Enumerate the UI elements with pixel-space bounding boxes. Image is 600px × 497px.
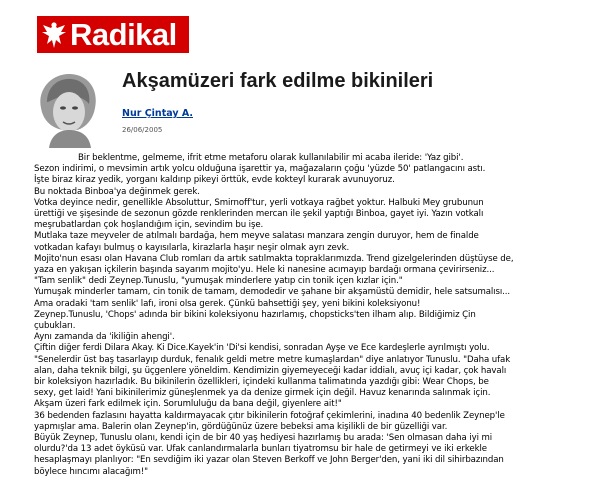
body-line: Zeynep.Tunuslu, 'Chops' adında bir bikini koleksiyonu hazırlamış, chopsticks'ten ilham alıp. Bildiğimiz Çin	[34, 309, 476, 320]
eagle-icon	[41, 20, 67, 50]
body-line: Yumuşak minderler tamam, cin tonik de tamam, demodedir ve şahane bir akşamüstü demidir, hele satsumalısı...	[34, 287, 511, 298]
body-line: Sezon indirimi, o mevsimin artık yolcu olduğuna işarettir ya, mağazaların çoğu 'yüzde 50' patlangacını astı.	[34, 164, 486, 175]
body-line: İşte biraz kiraz yedik, yorganı kaldırıp pikeyi örttük, evde kokteyl kurarak avunuyoruz.	[34, 175, 395, 186]
author-link[interactable]: Nur Çintay A.	[122, 108, 193, 119]
body-line: votkadan kafayı bulmuş o kayısılarla, kirazlarla haşır neşir olmak ayrı zevk.	[34, 242, 350, 253]
body-line: "Tam senlik" dedi Zeynep.Tunuslu, "yumuşak minderlere yatıp cin tonik içen kızlar için."	[34, 276, 403, 287]
body-line: yaza en yakışan içkilerin başında sayarım mojito'yu. Hele ki nanesine acımayıp bardağı ormana çevirirseniz...	[34, 265, 495, 276]
body-line: böylece hıncımı alacağım!"	[34, 466, 149, 477]
body-line: alan, daha teknik bilgi, şu üçgenlere yöneldim. Kendimizin giyemeyeceği kadar iddialı, avuç içi kadar, çok havalı	[34, 365, 507, 376]
body-line: bir koleksiyon hazırladık. Bu bikinilerin özellikleri, içindeki kullanma talimatında yazdığı gibi: Wear Chops, be	[34, 377, 489, 388]
body-line: Ama oradaki 'tam senlik' lafı, ironi olsa gerek. Çünkü bahsettiği şey, yeni bikini koleksiyonu!	[34, 298, 421, 309]
body-line: Çiftin diğer ferdi Dilara Akay. Ki Dice.Kayek'in 'Di'si kendisi, sonradan Ayşe ve Ece kardeşlerle ayrılmıştı yolu.	[34, 343, 490, 354]
body-line: Büyük Zeynep, Tunuslu olanı, kendi için de bir 40 yaş hediyesi hazırlamış bu arada: 'Sen olmasan daha iyi mi	[34, 433, 493, 444]
publish-date: 26/06/2005	[122, 126, 163, 134]
body-line: Mutlaka taze meyveler de atılmalı bardağa, hem meyve salatası manzara zengin duruyor, hem de finalde	[34, 231, 479, 242]
article-title: Akşamüzeri fark edilme bikinileri	[122, 70, 434, 92]
body-line: ürettiği ve şişesinde de sezonun gözde renklerinden mercan ile şekil yaptığı Binboa, gayet iyi. Yazın votkalı	[34, 209, 484, 220]
brand-name: Radikal	[70, 17, 177, 52]
body-line: Akşam üzeri fark edilmek için. Sorumluluğu da bana değil, giyenlere ait!"	[34, 399, 342, 410]
body-line: çubukları.	[34, 321, 76, 332]
body-line: Bu noktada Binboa'ya değinmek gerek.	[34, 186, 200, 197]
article-body	[34, 153, 599, 478]
body-line: yapmışlar ama. Balerin olan Zeynep'in, gördüğünüz üzere bebeksi ama kişilikli de bir güzelliği var.	[34, 421, 448, 432]
body-line: 36 bedenden fazlasını hayatta kaldırmayacak çıtır bikinilerin fotoğraf çekimlerini, inadına 40 bedenlik Zeynep'le	[34, 410, 505, 421]
body-line: Aynı zamanda da 'ikiliğin ahengi'.	[34, 332, 175, 343]
body-line: "Senelerdir üst baş tasarlayıp durduk, fenalık geldi metre metre kumaşlardan" diye anlatıyor Tunuslu. "Daha ufak	[34, 354, 511, 365]
body-line: meşrubatlardan çok hoşlandığım için, sevindim bu işe.	[34, 220, 264, 231]
author-portrait	[33, 68, 105, 148]
body-line: hesaplaşmayı planlıyor: "En sevdiğim iki yazar olan Steven Berkoff ve John Berger'den, yani iki dil sihirbazından	[34, 455, 504, 466]
radikal-logo[interactable]	[37, 16, 189, 53]
body-line: sexy, get laid! Yani bikinilerimiz güneşlenmek ya da denize girmek için değil. Havuz kenarında salınmak için.	[34, 388, 491, 399]
body-line: olurdu?'da 13 adet öyküsü var. Ufak canlandırmalarla bunları tiyatromsu bir hale de getirmeyi ve iki erkekle	[34, 444, 487, 455]
body-line: Bir beklentme, gelmeme, ifrit etme metaforu olarak kullanılabilir mi acaba ileride: 'Yaz gibi'.	[78, 153, 464, 163]
body-line: Votka deyince nedir, genellikle Absoluttur, Smirnoff'tur, yerli votkaya rağbet yoktur. Halbuki Mey grubunun	[34, 197, 484, 208]
body-line: Mojito'nun esası olan Havana Club romları da artık satılmakta topraklarımızda. Trend gizelgelerinden düştüyse de,	[34, 253, 514, 264]
